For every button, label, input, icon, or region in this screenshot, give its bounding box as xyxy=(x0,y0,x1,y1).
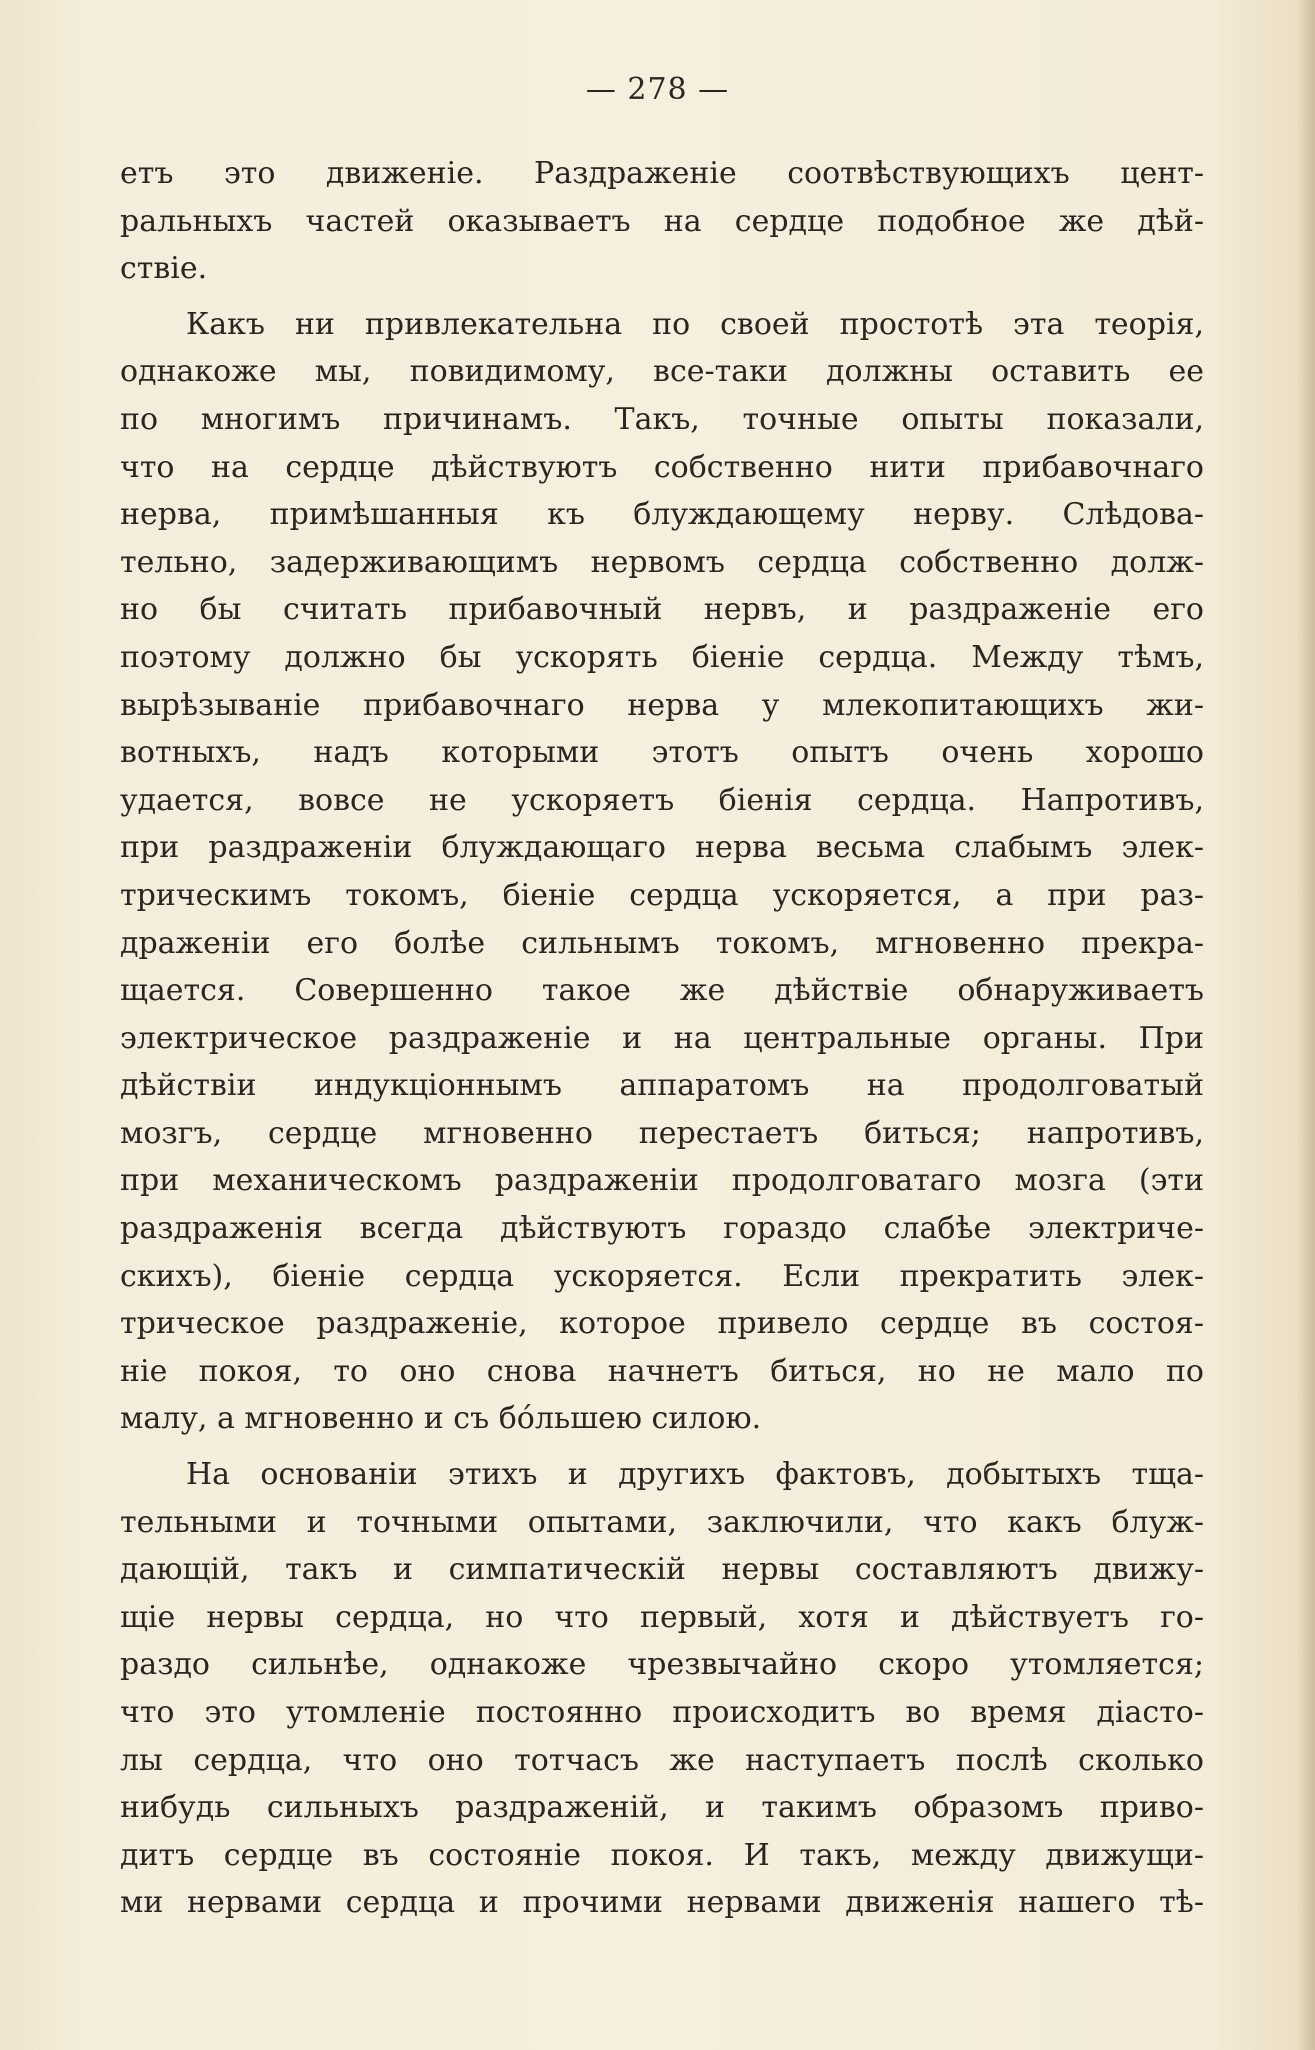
body-text xyxy=(120,150,1204,1927)
text-line: тельными и точными опытами, заключили, что какъ блуж- xyxy=(120,1504,1204,1540)
text-line: удается, вовсе не ускоряетъ біенія сердца. Напротивъ, xyxy=(120,782,1204,818)
page-edge-shadow xyxy=(1297,0,1315,2050)
text-line: по многимъ причинамъ. Такъ, точные опыты показали, xyxy=(120,401,1204,437)
text-line: раздо сильнѣе, однакоже чрезвычайно скоро утомляется; xyxy=(120,1647,1204,1683)
text-line: щается. Совершенно такое же дѣйствіе обнаруживаетъ xyxy=(120,973,1204,1009)
text-line: нерва, примѣшанныя къ блуждающему нерву. Слѣдова- xyxy=(120,497,1204,533)
text-line: дитъ сердце въ состояніе покоя. И такъ, между движущи- xyxy=(120,1837,1204,1873)
paragraph-3 xyxy=(120,1451,1204,1927)
paragraph-1 xyxy=(120,150,1204,293)
text-line: дѣйствіи индукціоннымъ аппаратомъ на продолговатый xyxy=(120,1068,1204,1104)
text-line: ральныхъ частей оказываетъ на сердце подобное же дѣй- xyxy=(120,203,1204,239)
text-line: при раздраженіи блуждающаго нерва весьма слабымъ элек- xyxy=(120,830,1204,866)
paragraph-2 xyxy=(120,301,1204,1443)
text-line: ніе покоя, то оно снова начнетъ биться, но не мало по xyxy=(120,1353,1204,1389)
text-line: скихъ), біеніе сердца ускоряется. Если прекратить элек- xyxy=(120,1258,1204,1294)
text-line: тельно, задерживающимъ нервомъ сердца собственно долж- xyxy=(120,544,1204,580)
text-line: На основаніи этихъ и другихъ фактовъ, добытыхъ тща- xyxy=(186,1457,1204,1493)
text-line: малу, а мгновенно и съ бо́льшею силою. xyxy=(120,1401,762,1437)
text-line: етъ это движеніе. Раздраженіе соотвѣствующихъ цент- xyxy=(120,156,1204,191)
text-line: что это утомленіе постоянно происходитъ во время діасто- xyxy=(120,1695,1204,1730)
text-line: Какъ ни привлекательна по своей простотѣ эта теорія, xyxy=(186,306,1204,342)
page-number: — 278 — xyxy=(585,72,730,107)
text-line: электрическое раздраженіе и на центральные органы. При xyxy=(120,1020,1204,1056)
text-line: трическое раздраженіе, которое привело сердце въ состоя- xyxy=(120,1306,1204,1342)
text-line: щіе нервы сердца, но что первый, хотя и дѣйствуетъ го- xyxy=(120,1599,1204,1635)
text-line: поэтому должно бы ускорять біеніе сердца. Между тѣмъ, xyxy=(120,639,1204,675)
text-line: мозгъ, сердце мгновенно перестаетъ биться; напротивъ, xyxy=(120,1115,1204,1151)
text-line: ствіе. xyxy=(120,251,208,287)
text-line: раздраженія всегда дѣйствуютъ гораздо слабѣе электриче- xyxy=(120,1211,1204,1247)
text-line: драженіи его болѣе сильнымъ токомъ, мгновенно прекра- xyxy=(120,925,1204,961)
text-line: дающій, такъ и симпатическій нервы составляютъ движу- xyxy=(120,1552,1204,1588)
text-line: лы сердца, что оно тотчасъ же наступаетъ послѣ сколько xyxy=(120,1742,1204,1778)
text-line: трическимъ токомъ, біеніе сердца ускоряется, а при раз- xyxy=(120,877,1204,913)
text-line: однакоже мы, повидимому, все-таки должны оставить ее xyxy=(120,354,1204,390)
text-line: вырѣзываніе прибавочнаго нерва у млекопитающихъ жи- xyxy=(120,687,1204,723)
text-line: что на сердце дѣйствуютъ собственно нити прибавочнаго xyxy=(120,449,1204,485)
text-line: ми нервами сердца и прочими нервами движенія нашего тѣ- xyxy=(120,1885,1204,1921)
text-line: но бы считать прибавочный нервъ, и раздраженіе его xyxy=(120,592,1204,628)
text-line: при механическомъ раздраженіи продолговатаго мозга (эти xyxy=(120,1163,1204,1199)
text-line: вотныхъ, надъ которыми этотъ опытъ очень хорошо xyxy=(120,735,1204,771)
text-line: нибудь сильныхъ раздраженій, и такимъ образомъ приво- xyxy=(120,1790,1204,1826)
